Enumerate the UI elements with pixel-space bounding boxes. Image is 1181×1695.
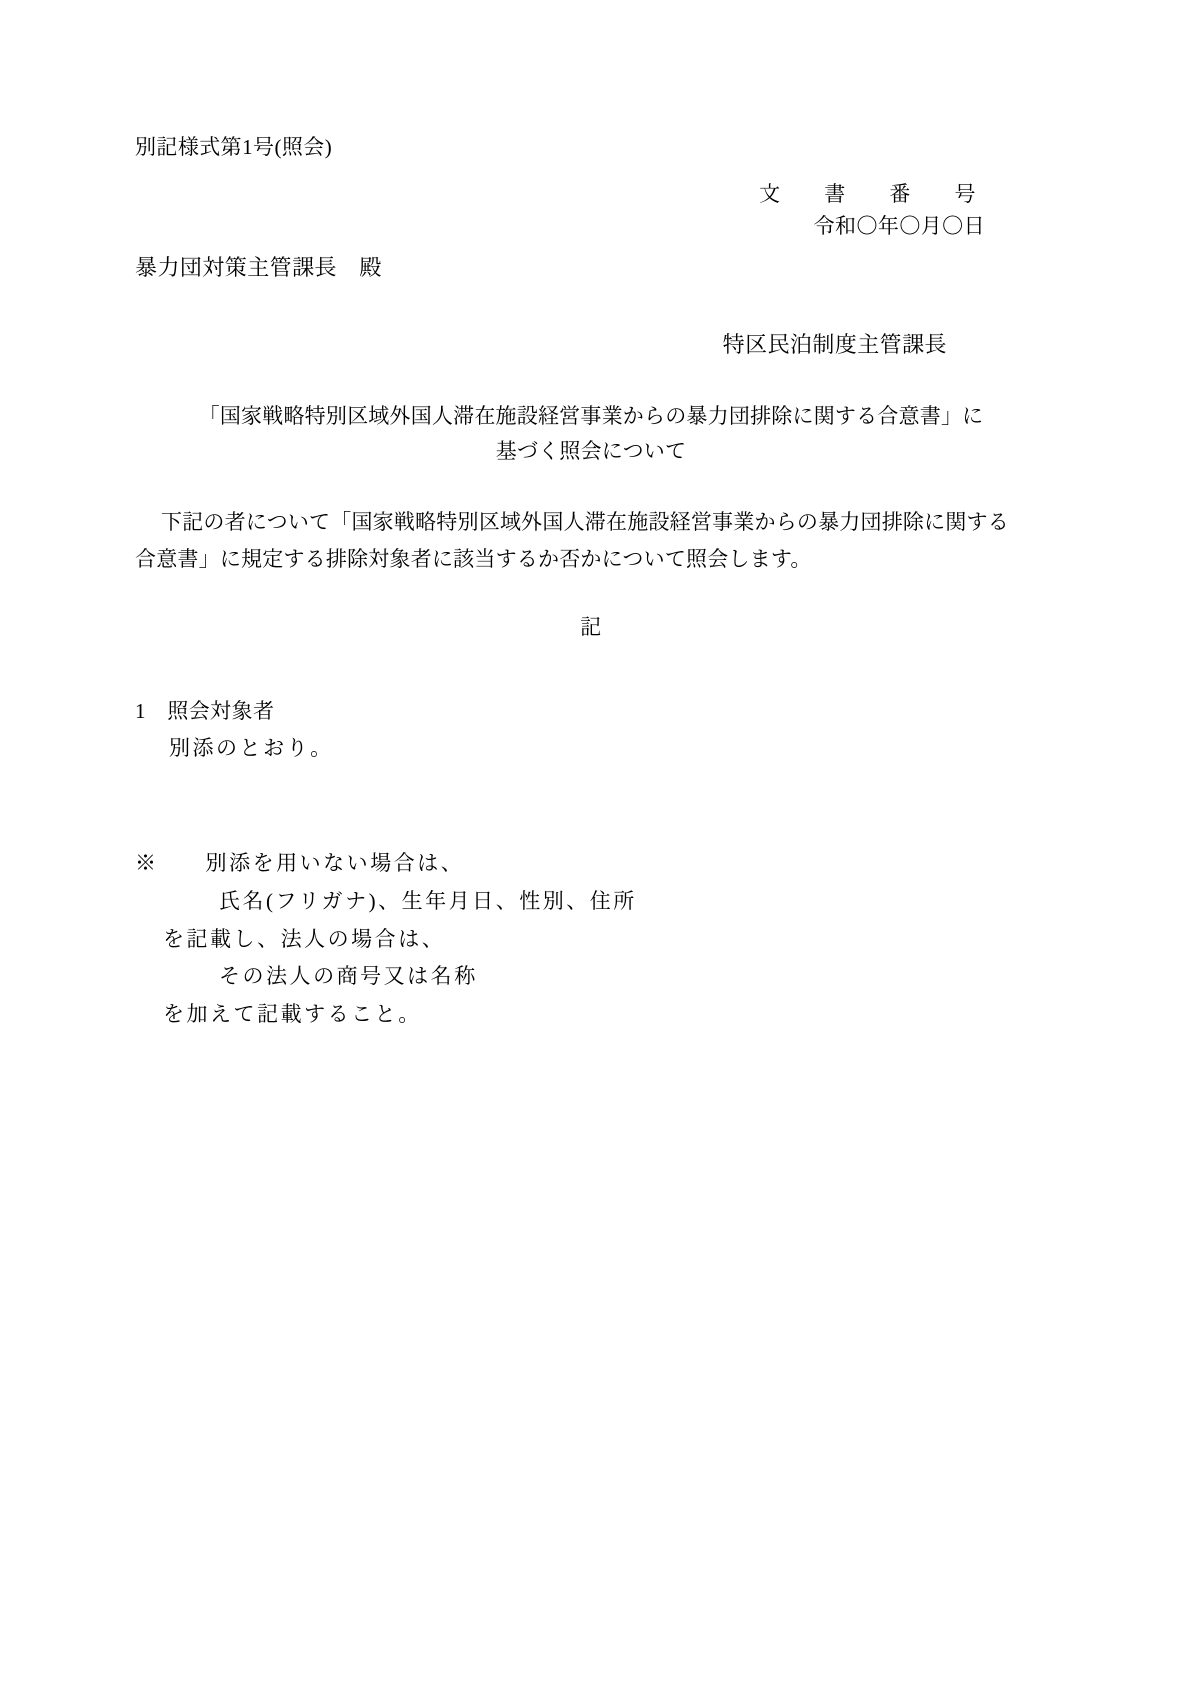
- document-date: 令和〇年〇月〇日: [813, 214, 985, 239]
- body-paragraph: [135, 504, 1047, 578]
- note-line-5: を加えて記載すること。: [163, 1002, 422, 1027]
- document-content: [135, 132, 1047, 1034]
- document-title-line-1: 「国家戦略特別区域外国人滞在施設経営事業からの暴力団排除に関する合意書」に: [198, 403, 984, 428]
- issuer: 特区民泊制度主管課長: [722, 331, 947, 357]
- document-title: [135, 399, 1047, 470]
- note-line-3: を記載し、法人の場合は、: [163, 926, 446, 951]
- ki-marker: 記: [580, 615, 602, 640]
- body-paragraph-line-1: 下記の者について「国家戦略特別区域外国人滞在施設経営事業からの暴力団排除に関する: [161, 509, 1009, 534]
- document-number-label: 文 書 番 号: [759, 181, 987, 206]
- item-1-heading: 1 照会対象者: [135, 699, 275, 724]
- note-line-1: ※ 別添を用いない場合は、: [135, 850, 465, 875]
- document-title-line-2: 基づく照会について: [495, 439, 687, 464]
- item-1-sub: 別添のとおり。: [169, 736, 334, 761]
- document-header-block: [135, 178, 1047, 243]
- item-1: [135, 693, 1047, 767]
- addressee: 暴力団対策主管課長 殿: [135, 254, 382, 280]
- note-line-4: その法人の商号又は名称: [219, 964, 478, 989]
- form-number: 別記様式第1号(照会): [135, 135, 333, 159]
- body-paragraph-line-2: 合意書」に規定する排除対象者に該当するか否かについて照会します。: [135, 546, 812, 571]
- note-block: [135, 845, 1047, 1034]
- note-line-2: 氏名(フリガナ)、生年月日、性別、住所: [219, 888, 637, 913]
